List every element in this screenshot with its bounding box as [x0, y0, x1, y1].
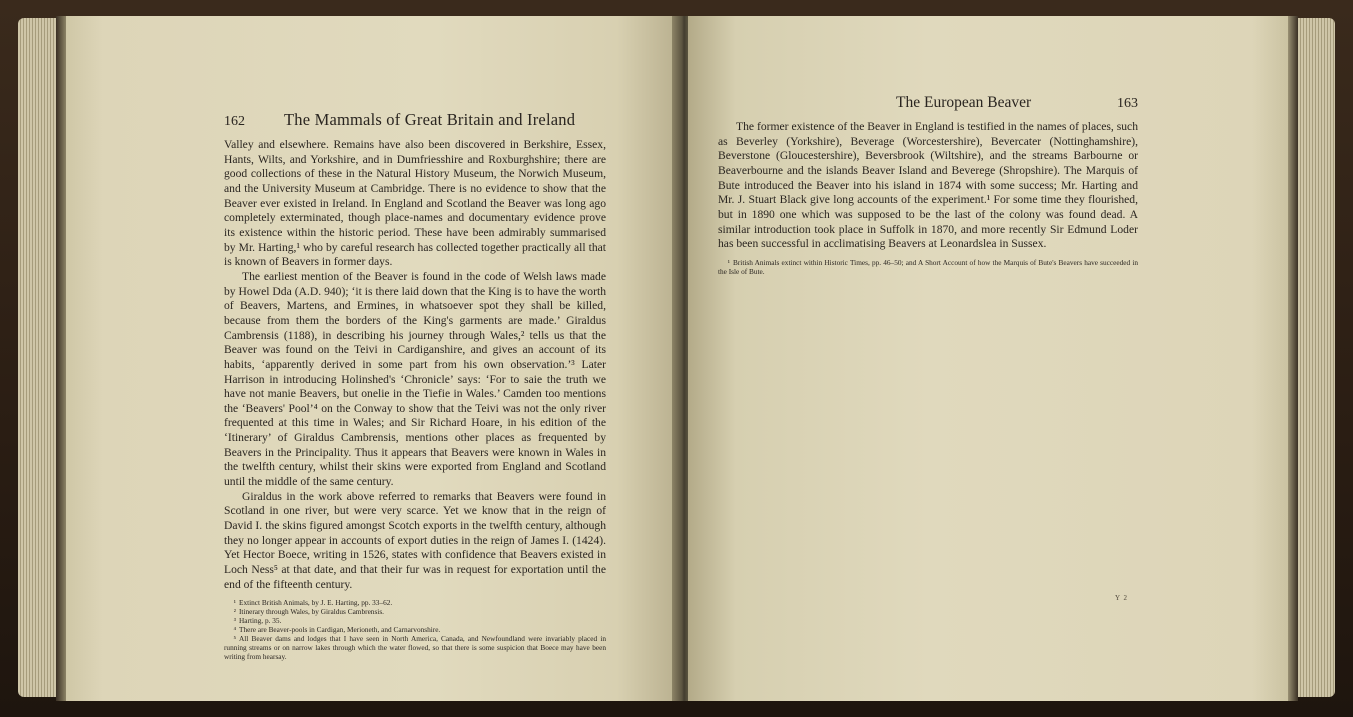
footnote: ¹ British Animals extinct within Historic Times, pp. 46–50; and A Short Account of how the Marquis of Bute's Beavers have succeeded in the Isle of Bute.	[718, 257, 1138, 276]
right-footnotes	[718, 258, 1138, 276]
left-page-body	[224, 138, 606, 592]
right-page-number: 163	[1117, 96, 1138, 111]
right-page-header	[718, 94, 1138, 112]
left-paragraph-3: Giraldus in the work above referred to remarks that Beavers were found in Scotland in one river, but were very scarce. Yet we know that in the reign of David I. the skins figured amongst Scotch exports in the twelfth century, although they no longer appear in accounts of export duties in the reign of James I. (1424). Yet Hector Boece, writing in 1526, states with confidence that Beavers existed in Loch Ness⁵ at that date, and that their fur was in request for exportation until the end of the fifteenth century.	[224, 489, 606, 591]
left-page-number: 162	[224, 114, 245, 129]
footnote: ² Itinerary through Wales, by Giraldus Cambrensis.	[233, 607, 384, 617]
signature-mark: Y 2	[1114, 594, 1128, 602]
footnote: ⁴ There are Beaver-pools in Cardigan, Merioneth, and Carnarvonshire.	[233, 625, 441, 635]
left-binding-shadow	[56, 16, 66, 701]
footnote: ⁵ All Beaver dams and lodges that I have seen in North America, Canada, and Newfoundland were invariably placed in running streams or on narrow lakes through which the water flowed, so that there is some suspicion that Boece may have been writing from hearsay.	[224, 634, 606, 662]
left-running-title: The Mammals of Great Britain and Ireland	[284, 110, 576, 129]
right-running-title: The European Beaver	[896, 94, 1032, 111]
left-footnotes	[224, 598, 606, 661]
right-page	[688, 16, 1288, 701]
left-page	[66, 16, 678, 701]
footnote: ³ Harting, p. 35.	[233, 616, 282, 626]
left-paragraph-2: The earliest mention of the Beaver is found in the code of Welsh laws made by Howel Dda (A.D. 940); ‘it is there laid down that the King is to have the worth of Beavers, Martens, and Ermines, in whatsoever spot they shall be killed, because from them the borders of the King's garments are made.’ Giraldus Cambrensis (1188), in describing his journey through Wales,² tells us that the Beaver was found on the Teivi in Cardiganshire, and gives an account of its habits, ‘apparently derived in some part from his own observation.’³ Later Harrison in introducing Holinshed's ‘Chronicle’ says: ‘For to saie the truth we have not manie Beavers, but onelie in the Tiefie in Wales.’ Camden too mentions the ‘Beavers' Pool’⁴ on the Conway to show that the Teivi was not the only river frequented at this time in Wales; and Sir Richard Hoare, in his edition of the ‘Itinerary’ of Giraldus Cambrensis, mentions other places as frequented by Beavers in the Principality. Thus it appears that Beavers were known in Wales in the twelfth century, whilst their skins were exported from England and Scotland until the middle of the same century.	[224, 269, 606, 489]
right-page-body	[718, 120, 1138, 252]
left-page-header	[224, 110, 606, 130]
right-paragraph-1: The former existence of the Beaver in England is testified in the names of places, such as Beverley (Yorkshire), Beverage (Worcestershire), Bevercater (Nottinghamshire), Beverstone (Gloucestershire), Beversbrook (Wiltshire), and the streams Barbourne or Beaverbourne and the islands Beaver Island and Beverege (Shropshire). The Marquis of Bute introduced the Beaver into his island in 1874 with some success; Mr. Harting and Mr. J. Stuart Black give long accounts of the experiment.¹ For some time they flourished, but in 1890 one which was supposed to be the last of the colony was found dead. A similar introduction took place in Suffolk in 1870, and more recently Sir Edmund Loder has been successful in acclimatising Beavers at Leonardslea in Sussex.	[718, 120, 1138, 251]
footnote: ¹ Extinct British Animals, by J. E. Harting, pp. 33–62.	[233, 598, 393, 608]
left-paragraph-1: Valley and elsewhere. Remains have also been discovered in Berkshire, Essex, Hants, Wilts, and Yorkshire, and in Dumfriesshire and Roxburghshire; there are good collections of these in the Natural History Museum, the Norwich Museum, and the University Museum at Cambridge. There is no evidence to show that the Beaver ever existed in Ireland. In England and Scotland the Beaver was long ago completely exterminated, though place-names and documentary evidence prove its existence within the historic period. These have been admirably summarised by Mr. Harting,¹ who by careful research has collected together practically all that is known of Beavers in former days.	[224, 138, 606, 269]
right-binding-shadow	[1288, 16, 1298, 701]
